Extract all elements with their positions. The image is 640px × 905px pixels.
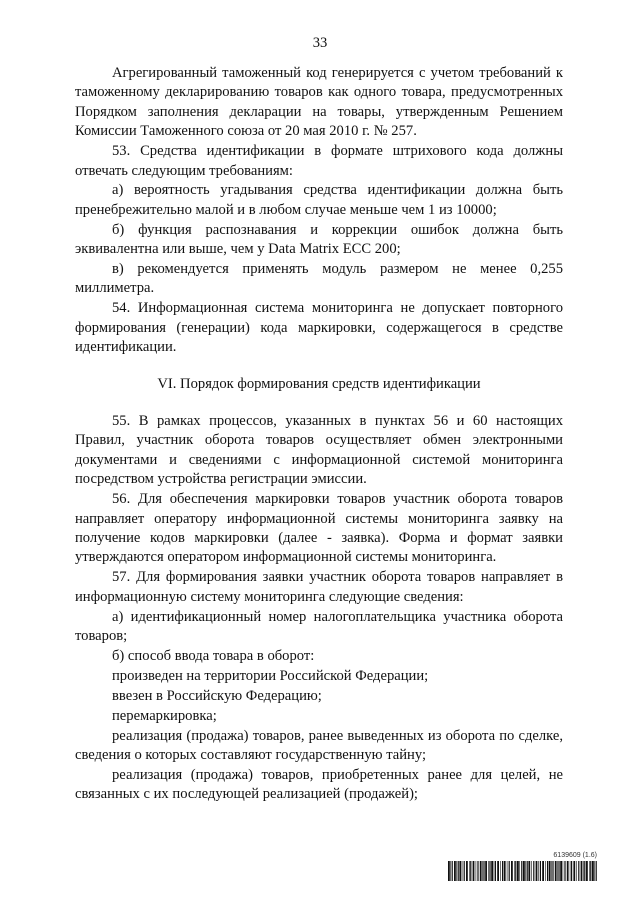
paragraph: перемаркировка; (112, 707, 217, 724)
document-body (75, 64, 563, 805)
paragraph: 54. Информационная система мониторинга не допускает повторного формирования (генерации) кода маркировки, содержащегося в средстве идентификации. (75, 300, 563, 356)
paragraph: реализация (продажа) товаров, ранее выведенных из оборота по сделке, сведения о которых составляют государственную тайну; (75, 727, 563, 763)
paragraph: 55. В рамках процессов, указанных в пунктах 56 и 60 настоящих Правил, участник оборота товаров осуществляет обмен электронными документами и сведениями с информационной системой мониторинга посредством устройства регистрации эмиссии. (75, 413, 563, 488)
paragraph: Агрегированный таможенный код генерируется с учетом требований к таможенному декларированию товаров как одного товара, предусмотренных Порядком заполнения декларации на товары, утвержденным Решением Комиссии Таможенного союза от 20 мая 2010 г. № 257. (75, 65, 563, 140)
document-code: 6139609 (1.6) (553, 852, 597, 859)
page-number: 33 (312, 35, 328, 51)
paragraph: в) рекомендуется применять модуль размером не менее 0,255 миллиметра. (75, 261, 563, 297)
paragraph: реализация (продажа) товаров, приобретенных ранее для целей, не связанных с их последующей реализацией (продажей); (75, 766, 563, 803)
paragraph: 57. Для формирования заявки участник оборота товаров направляет в информационную систему мониторинга следующие сведения: (75, 569, 563, 605)
paragraph: а) вероятность угадывания средства идентификации должна быть пренебрежительно малой и в любом случае меньше чем 1 из 10000; (75, 182, 563, 218)
paragraph: б) способ ввода товара в оборот: (112, 647, 315, 664)
paragraph: 56. Для обеспечения маркировки товаров участник оборота товаров направляет оператору информационной системы мониторинга заявку на получение кодов маркировки (далее - заявка). Форма и формат заявки утверждаются оператором информационной системы мониторинга. (75, 491, 563, 566)
paragraph: произведен на территории Российской Федерации; (112, 667, 429, 684)
section-heading: VI. Порядок формирования средств идентификации (157, 375, 481, 392)
barcode-icon (448, 861, 598, 881)
paragraph: ввезен в Российскую Федерацию; (112, 687, 322, 704)
paragraph: 53. Средства идентификации в формате штрихового кода должны отвечать следующим требованиям: (75, 143, 563, 179)
paragraph: а) идентификационный номер налогоплательщика участника оборота товаров; (75, 608, 563, 644)
paragraph: б) функция распознавания и коррекции ошибок должна быть эквивалентна или выше, чем у Data Matrix ЕСС 200; (75, 221, 563, 258)
